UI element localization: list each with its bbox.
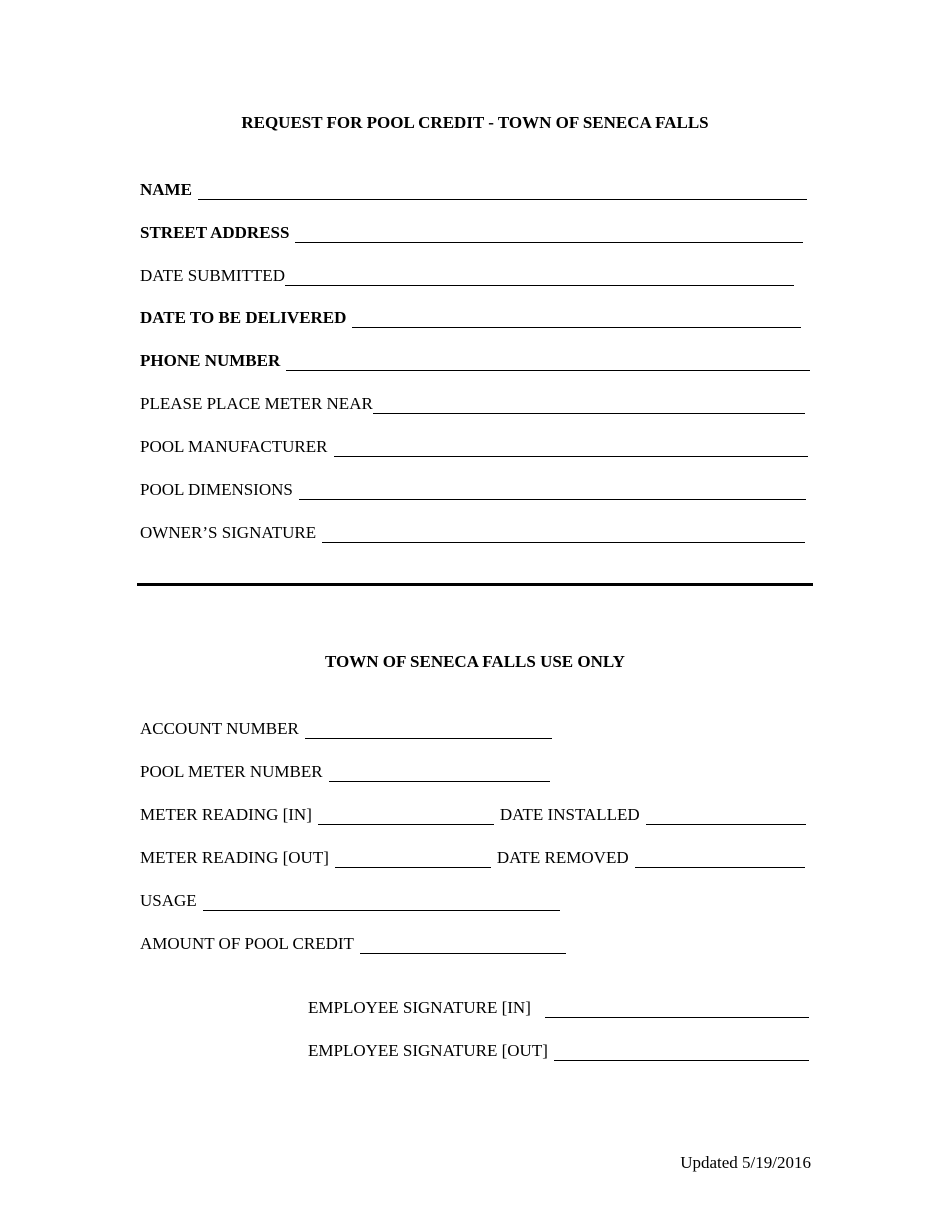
phone-number-input-line[interactable] (286, 353, 810, 371)
meter-placement-row (140, 390, 805, 414)
pool-manufacturer-label: POOL MANUFACTURER (140, 437, 328, 456)
phone-number-label: PHONE NUMBER (140, 351, 281, 370)
account-number-row (140, 715, 552, 739)
date-to-be-delivered-input-line[interactable] (352, 310, 801, 328)
date-installed-input-line[interactable] (646, 807, 806, 825)
usage-row (140, 887, 560, 911)
account-number-input-line[interactable] (305, 721, 552, 739)
meter-reading-out-row (140, 844, 805, 868)
pool-credit-amount-input-line[interactable] (360, 936, 566, 954)
account-number-label: ACCOUNT NUMBER (140, 719, 299, 738)
name-row (140, 176, 807, 200)
pool-dimensions-row (140, 476, 806, 500)
date-installed-label: DATE INSTALLED (499, 805, 640, 824)
employee-signature-in-input-line[interactable] (545, 1000, 809, 1018)
meter-placement-label: PLEASE PLACE METER NEAR (140, 394, 373, 413)
date-to-be-delivered-label: DATE TO BE DELIVERED (140, 308, 347, 327)
usage-label: USAGE (140, 891, 197, 910)
meter-reading-in-row (140, 801, 806, 825)
owner-signature-label: OWNER’S SIGNATURE (140, 523, 317, 542)
phone-number-row (140, 347, 810, 371)
pool-dimensions-label: POOL DIMENSIONS (140, 480, 293, 499)
street-address-input-line[interactable] (295, 225, 803, 243)
owner-signature-row (140, 519, 805, 543)
employee-signature-out-input-line[interactable] (554, 1043, 809, 1061)
employee-signature-out-row (308, 1037, 809, 1061)
street-address-label: STREET ADDRESS (140, 223, 290, 242)
section-divider (137, 583, 813, 586)
usage-input-line[interactable] (203, 893, 560, 911)
updated-date: Updated 5/19/2016 (680, 1153, 811, 1172)
employee-signature-in-row (308, 994, 809, 1018)
employee-signature-out-label: EMPLOYEE SIGNATURE [OUT] (308, 1041, 548, 1060)
pool-manufacturer-input-line[interactable] (334, 439, 809, 457)
meter-placement-input-line[interactable] (373, 396, 805, 414)
date-removed-label: DATE REMOVED (496, 848, 629, 867)
name-label: NAME (140, 180, 192, 199)
street-address-row (140, 219, 803, 243)
owner-signature-input-line[interactable] (322, 525, 805, 543)
employee-signature-in-label: EMPLOYEE SIGNATURE [IN] (308, 998, 531, 1017)
pool-credit-amount-row (140, 930, 566, 954)
date-removed-input-line[interactable] (635, 850, 805, 868)
pool-meter-number-label: POOL METER NUMBER (140, 762, 323, 781)
form-title: REQUEST FOR POOL CREDIT - TOWN OF SENECA FALLS (241, 113, 709, 132)
meter-reading-in-label: METER READING [IN] (140, 805, 312, 824)
meter-reading-out-label: METER READING [OUT] (140, 848, 329, 867)
pool-manufacturer-row (140, 433, 808, 457)
pool-credit-amount-label: AMOUNT OF POOL CREDIT (140, 934, 354, 953)
meter-reading-out-input-line[interactable] (335, 850, 491, 868)
date-to-be-delivered-row (140, 304, 801, 328)
pool-meter-number-row (140, 758, 550, 782)
date-submitted-label: DATE SUBMITTED (140, 266, 285, 285)
office-use-title: TOWN OF SENECA FALLS USE ONLY (325, 652, 625, 671)
meter-reading-in-input-line[interactable] (318, 807, 494, 825)
date-submitted-input-line[interactable] (285, 268, 794, 286)
name-input-line[interactable] (198, 182, 807, 200)
date-submitted-row (140, 262, 794, 286)
pool-meter-number-input-line[interactable] (329, 764, 550, 782)
pool-dimensions-input-line[interactable] (299, 482, 806, 500)
